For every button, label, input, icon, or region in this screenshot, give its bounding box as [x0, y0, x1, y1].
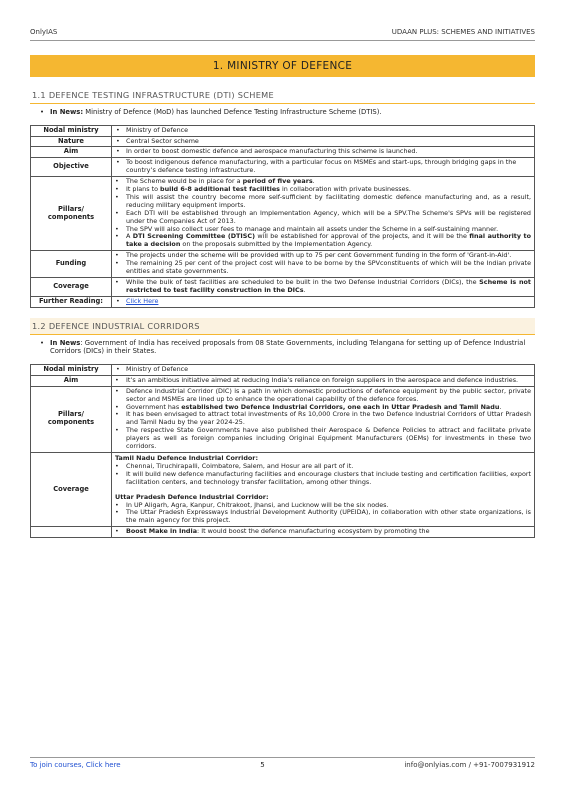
- subheading-up: Uttar Pradesh Defence Industrial Corridor:: [115, 492, 269, 501]
- table-row: [31, 158, 535, 177]
- row-label: Objective: [31, 158, 112, 177]
- section-title-dic: 1.2 DEFENCE INDUSTRIAL CORRIDORS: [30, 318, 535, 335]
- list-item: • A DTI Screening Committee (DTISC) will be established for approval of the projects, and it will be the final authority to take a decision on the proposals submitted by the Implementation Agency.: [115, 233, 531, 249]
- news-label: In News:: [50, 108, 84, 116]
- row-value: [112, 452, 535, 526]
- row-value: • To boost indigenous defence manufacturing, with a particular focus on MSMEs and start-ups, through bridging gaps in the country’s defence testing infrastructure.: [112, 158, 535, 177]
- header-title: UDAAN PLUS: SCHEMES AND INITIATIVES: [391, 28, 535, 36]
- dti-table: [30, 125, 535, 308]
- row-label: Funding: [31, 251, 112, 278]
- list-item: • The Scheme would be in place for a period of five years.: [115, 178, 531, 186]
- list-item: • The Uttar Pradesh Expressways Industrial Development Authority (UPEIDA), in collaboration with other state organizations, is the main agency for this project.: [115, 509, 531, 525]
- row-value: [112, 177, 535, 251]
- page-footer: [30, 757, 535, 769]
- row-label: Further Reading:: [31, 296, 112, 307]
- row-value: [112, 527, 535, 538]
- row-label: Nature: [31, 136, 112, 147]
- header-brand: OnlyIAS: [30, 28, 58, 36]
- list-item: • It plans to build 6-8 additional test facilities in collaboration with private businesses.: [115, 186, 531, 194]
- table-row: [31, 386, 535, 452]
- list-item: • In UP Aligarh, Agra, Kanpur, Chitrakoot, Jhansi, and Lucknow will be the six nodes.: [115, 502, 531, 510]
- table-row: [31, 278, 535, 297]
- join-courses-link[interactable]: To join courses, Click here: [30, 761, 121, 769]
- row-label: Nodal ministry: [31, 364, 112, 375]
- news-line-dic: [40, 339, 535, 356]
- click-here-link[interactable]: Click Here: [126, 296, 159, 305]
- row-value: • Ministry of Defence: [112, 364, 535, 375]
- chapter-banner: 1. MINISTRY OF DEFENCE: [30, 55, 535, 77]
- subheading-tn: Tamil Nadu Defence Industrial Corridor:: [115, 453, 258, 462]
- news-text: : Government of India has received proposals from 08 State Governments, including Telangana for setting up of Defence Industrial Corridors (DICs) in their States.: [50, 338, 526, 356]
- table-row: [31, 177, 535, 251]
- table-row: [31, 136, 535, 147]
- list-item: • It’s an ambitious initiative aimed at reducing India’s reliance on foreign suppliers in the aerospace and defence industries.: [115, 377, 531, 385]
- row-label: Pillars/ components: [31, 177, 112, 251]
- row-label: Coverage: [31, 452, 112, 526]
- list-item: • The projects under the scheme will be provided with up to 75 per cent Government funding in the form of 'Grant-in-Aid'.: [115, 252, 531, 260]
- row-label: Aim: [31, 375, 112, 386]
- dic-table: [30, 364, 535, 538]
- row-label: Nodal ministry: [31, 125, 112, 136]
- table-row: [31, 147, 535, 158]
- table-row: [31, 364, 535, 375]
- row-value: [112, 386, 535, 452]
- list-item: • It has been envisaged to attract total investments of Rs 10,000 Crore in the two Defence Industrial Corridors of Uttar Pradesh and Tamil Nadu by the year 2024-25.: [115, 411, 531, 427]
- list-item: • Defence Industrial Corridor (DIC) is a path in which domestic productions of defence equipment by the public sector, private sector and MSMEs are lined up to enhance the operational capability of the defence forces.: [115, 388, 531, 404]
- section-title-dti: 1.1 DEFENCE TESTING INFRASTRUCTURE (DTI) SCHEME: [30, 87, 535, 104]
- list-item: • The SPV will also collect user fees to manage and maintain all assets under the Scheme in a self-sustaining manner.: [115, 226, 531, 234]
- list-item: • Boost Make in India: It would boost the defence manufacturing ecosystem by promoting the: [115, 528, 531, 536]
- table-row: [31, 125, 535, 136]
- row-label: Pillars/ components: [31, 386, 112, 452]
- page-header: [30, 28, 535, 41]
- row-label: Coverage: [31, 278, 112, 297]
- row-value: [112, 278, 535, 297]
- table-row: [31, 452, 535, 526]
- table-row: [31, 296, 535, 307]
- table-row: [31, 527, 535, 538]
- list-item: • Government has established two Defence Industrial Corridors, one each in Uttar Pradesh and Tamil Nadu.: [115, 404, 531, 412]
- row-value: • Ministry of Defence: [112, 125, 535, 136]
- news-line-dti: [40, 108, 535, 117]
- contact-info: info@onlyias.com / +91-7007931912: [404, 761, 535, 769]
- list-item: • This will assist the country become more self-sufficient by facilitating domestic defence manufacturing and, as a result, reducing military equipment imports.: [115, 194, 531, 210]
- table-row: [31, 375, 535, 386]
- row-value: • In order to boost domestic defence and aerospace manufacturing this scheme is launched.: [112, 147, 535, 158]
- row-value: [112, 375, 535, 386]
- row-label: [31, 527, 112, 538]
- list-item: • Each DTI will be established through an Implementation Agency, which will be a SPV.The Scheme's SPVs will be registered under the Companies Act of 2013.: [115, 210, 531, 226]
- list-item: • Chennai, Tiruchirapalli, Coimbatore, Salem, and Hosur are all part of it.: [115, 463, 531, 471]
- list-item: • The respective State Governments have also published their Aerospace & Defence Policies to attract and facilitate private players as well as foreign companies including Original Equipment Manufacturers (OEMs) for investments in these two corridors.: [115, 427, 531, 451]
- table-row: [31, 251, 535, 278]
- row-value: • Central Sector scheme: [112, 136, 535, 147]
- row-label: Aim: [31, 147, 112, 158]
- page: [30, 28, 535, 538]
- page-number: 5: [260, 761, 265, 769]
- news-text: Ministry of Defence (MoD) has launched Defence Testing Infrastructure Scheme (DTIS).: [83, 108, 382, 116]
- list-item: • It will build new defence manufacturing facilities and encourage clusters that include testing and certification facilities, export facilitation centers, and technology transfer facilitation, among other things.: [115, 471, 531, 487]
- list-item: • The remaining 25 per cent of the project cost will have to be borne by the SPVconstituents of which will be the Indian private entities and state governments.: [115, 260, 531, 276]
- news-label: In News: [50, 338, 81, 347]
- row-value: [112, 296, 535, 307]
- list-item: • While the bulk of test facilities are scheduled to be built in the two Defense Industrial Corridors (DICs), the Scheme is not restricted to test facility construction in the DICs.: [115, 279, 531, 295]
- row-value: [112, 251, 535, 278]
